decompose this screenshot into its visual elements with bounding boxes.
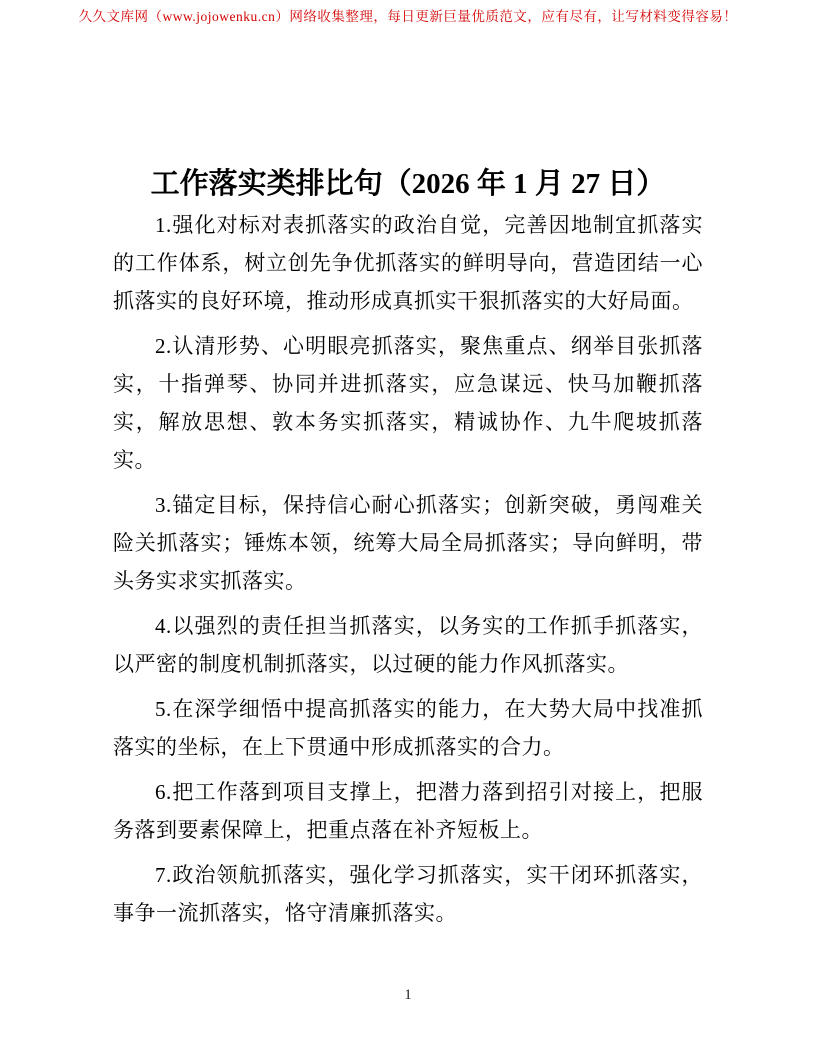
site-watermark-notice: 久久文库网（www.jojowenku.cn）网络收集整理，每日更新巨量优质范文，应有尽有，让写材料变得容易！ (78, 9, 738, 24)
page-number: 1 (404, 987, 412, 1003)
paragraph-3: 3.锚定目标，保持信心耐心抓落实；创新突破，勇闯难关险关抓落实；锤炼本领，统筹大局全局抓落实；导向鲜明，带头务实求实抓落实。 (113, 493, 703, 593)
paragraph-5: 5.在深学细悟中提高抓落实的能力，在大势大局中找准抓落实的坐标，在上下贯通中形成抓落实的合力。 (113, 697, 703, 759)
paragraph-7: 7.政治领航抓落实，强化学习抓落实，实干闭环抓落实，事争一流抓落实，恪守清廉抓落实。 (113, 863, 703, 925)
paragraph-6: 6.把工作落到项目支撑上，把潜力落到招引对接上，把服务落到要素保障上，把重点落在补齐短板上。 (113, 780, 703, 842)
document-title: 工作落实类排比句（2026 年 1 月 27 日） (150, 168, 666, 201)
document-body (113, 206, 703, 939)
paragraph-4: 4.以强烈的责任担当抓落实，以务实的工作抓手抓落实，以严密的制度机制抓落实，以过硬的能力作风抓落实。 (113, 614, 703, 676)
paragraph-2: 2.认清形势、心明眼亮抓落实，聚焦重点、纲举目张抓落实，十指弹琴、协同并进抓落实，应急谋远、快马加鞭抓落实，解放思想、敦本务实抓落实，精诚协作、九牛爬坡抓落实。 (113, 334, 703, 472)
paragraph-1: 1.强化对标对表抓落实的政治自觉，完善因地制宜抓落实的工作体系，树立创先争优抓落实的鲜明导向，营造团结一心抓落实的良好环境，推动形成真抓实干狠抓落实的大好局面。 (113, 213, 703, 313)
